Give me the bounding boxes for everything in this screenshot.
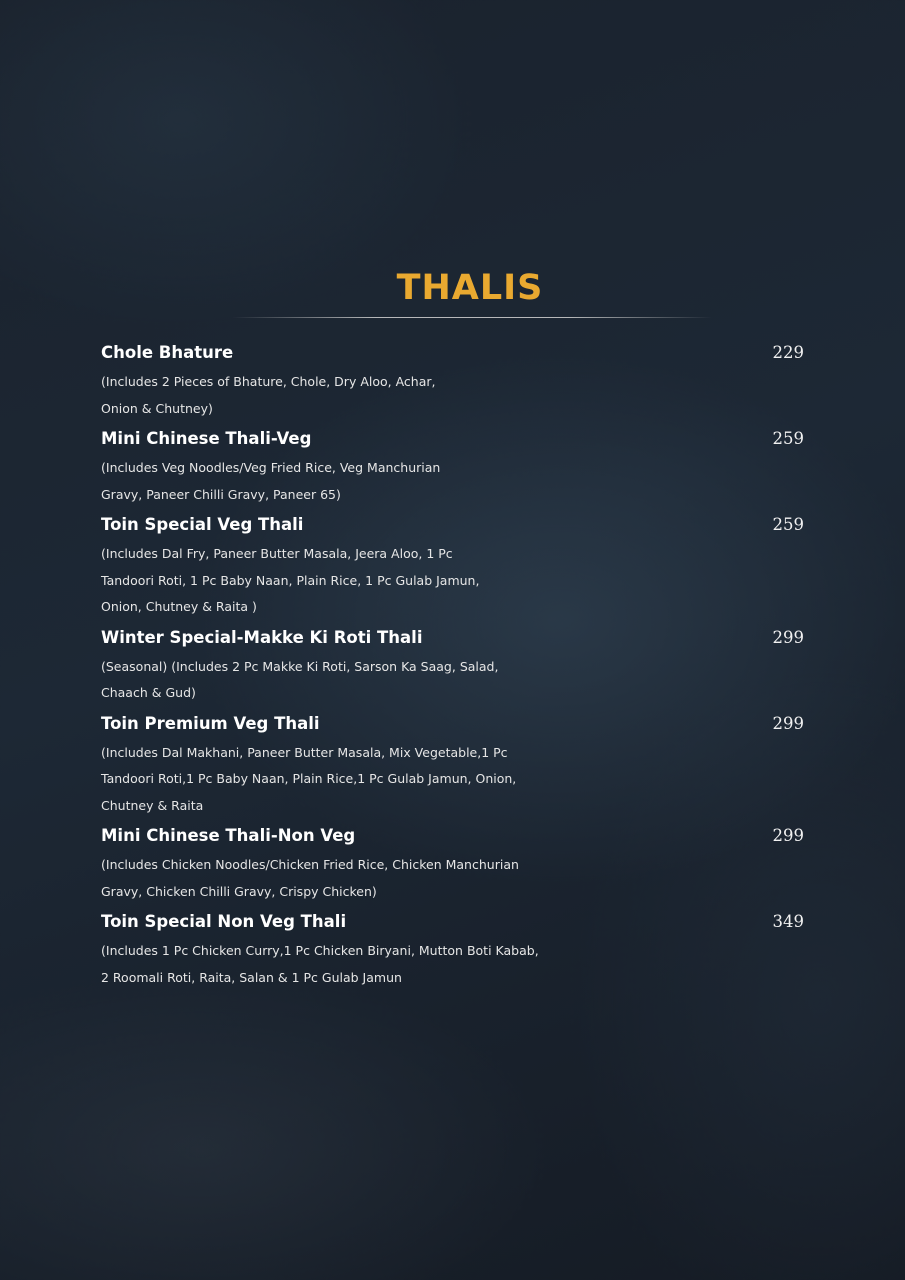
item-name: Chole Bhature [101,343,234,362]
item-description-line: Tandoori Roti, 1 Pc Baby Naan, Plain Rice, 1 Pc Gulab Jamun, [101,572,480,588]
item-description-line: (Includes Dal Makhani, Paneer Butter Masala, Mix Vegetable,1 Pc [101,744,508,760]
menu-item [101,711,806,820]
item-price: 299 [772,627,804,647]
item-price: 259 [772,515,804,534]
item-description-line: Chutney & Raita [101,797,204,813]
item-name: Mini Chinese Thali-Non Veg [101,826,356,845]
item-name: Toin Special Non Veg Thali [101,912,347,931]
section-title: THALIS [396,268,544,308]
item-description-line: (Includes Dal Fry, Paneer Butter Masala, Jeera Aloo, 1 Pc [101,546,453,561]
item-name: Winter Special-Makke Ki Roti Thali [101,627,423,647]
item-description [101,455,571,508]
item-description [101,369,571,422]
item-price: 259 [772,429,804,448]
item-description [101,938,571,991]
item-description [101,654,571,707]
item-price: 299 [772,826,804,845]
item-description-line: 2 Roomali Roti, Raita, Salan & 1 Pc Gulab Jamun [101,969,402,985]
item-name: Toin Premium Veg Thali [101,713,320,733]
item-name: Toin Special Veg Thali [101,515,304,534]
item-description-line: (Seasonal) (Includes 2 Pc Makke Ki Roti, Sarson Ka Saag, Salad, [101,658,499,674]
item-description-line: Gravy, Chicken Chilli Gravy, Crispy Chicken) [101,883,377,899]
item-description-line: Onion & Chutney) [101,400,213,416]
item-description-line: Gravy, Paneer Chilli Gravy, Paneer 65) [101,486,341,502]
menu-item [101,340,806,422]
title-divider [232,317,712,318]
menu-item [101,823,806,905]
menu-item [101,426,806,508]
item-price: 229 [772,343,804,362]
item-description [101,852,571,905]
menu-item [101,512,806,621]
item-description-line: Onion, Chutney & Raita ) [101,599,257,614]
item-description-line: (Includes 1 Pc Chicken Curry,1 Pc Chicken Biryani, Mutton Boti Kabab, [101,943,539,958]
item-description-line: Tandoori Roti,1 Pc Baby Naan, Plain Rice,1 Pc Gulab Jamun, Onion, [101,771,517,786]
item-description [101,541,571,621]
item-name: Mini Chinese Thali-Veg [101,429,312,448]
item-description-line: Chaach & Gud) [101,685,196,700]
menu-item [101,909,806,991]
item-description-line: (Includes Veg Noodles/Veg Fried Rice, Veg Manchurian [101,460,441,475]
menu-list [101,340,806,995]
item-description-line: (Includes Chicken Noodles/Chicken Fried Rice, Chicken Manchurian [101,857,519,872]
item-description-line: (Includes 2 Pieces of Bhature, Chole, Dry Aloo, Achar, [101,374,436,389]
item-price: 349 [772,912,804,931]
menu-item [101,625,806,707]
item-description [101,740,571,820]
item-price: 299 [772,713,804,733]
